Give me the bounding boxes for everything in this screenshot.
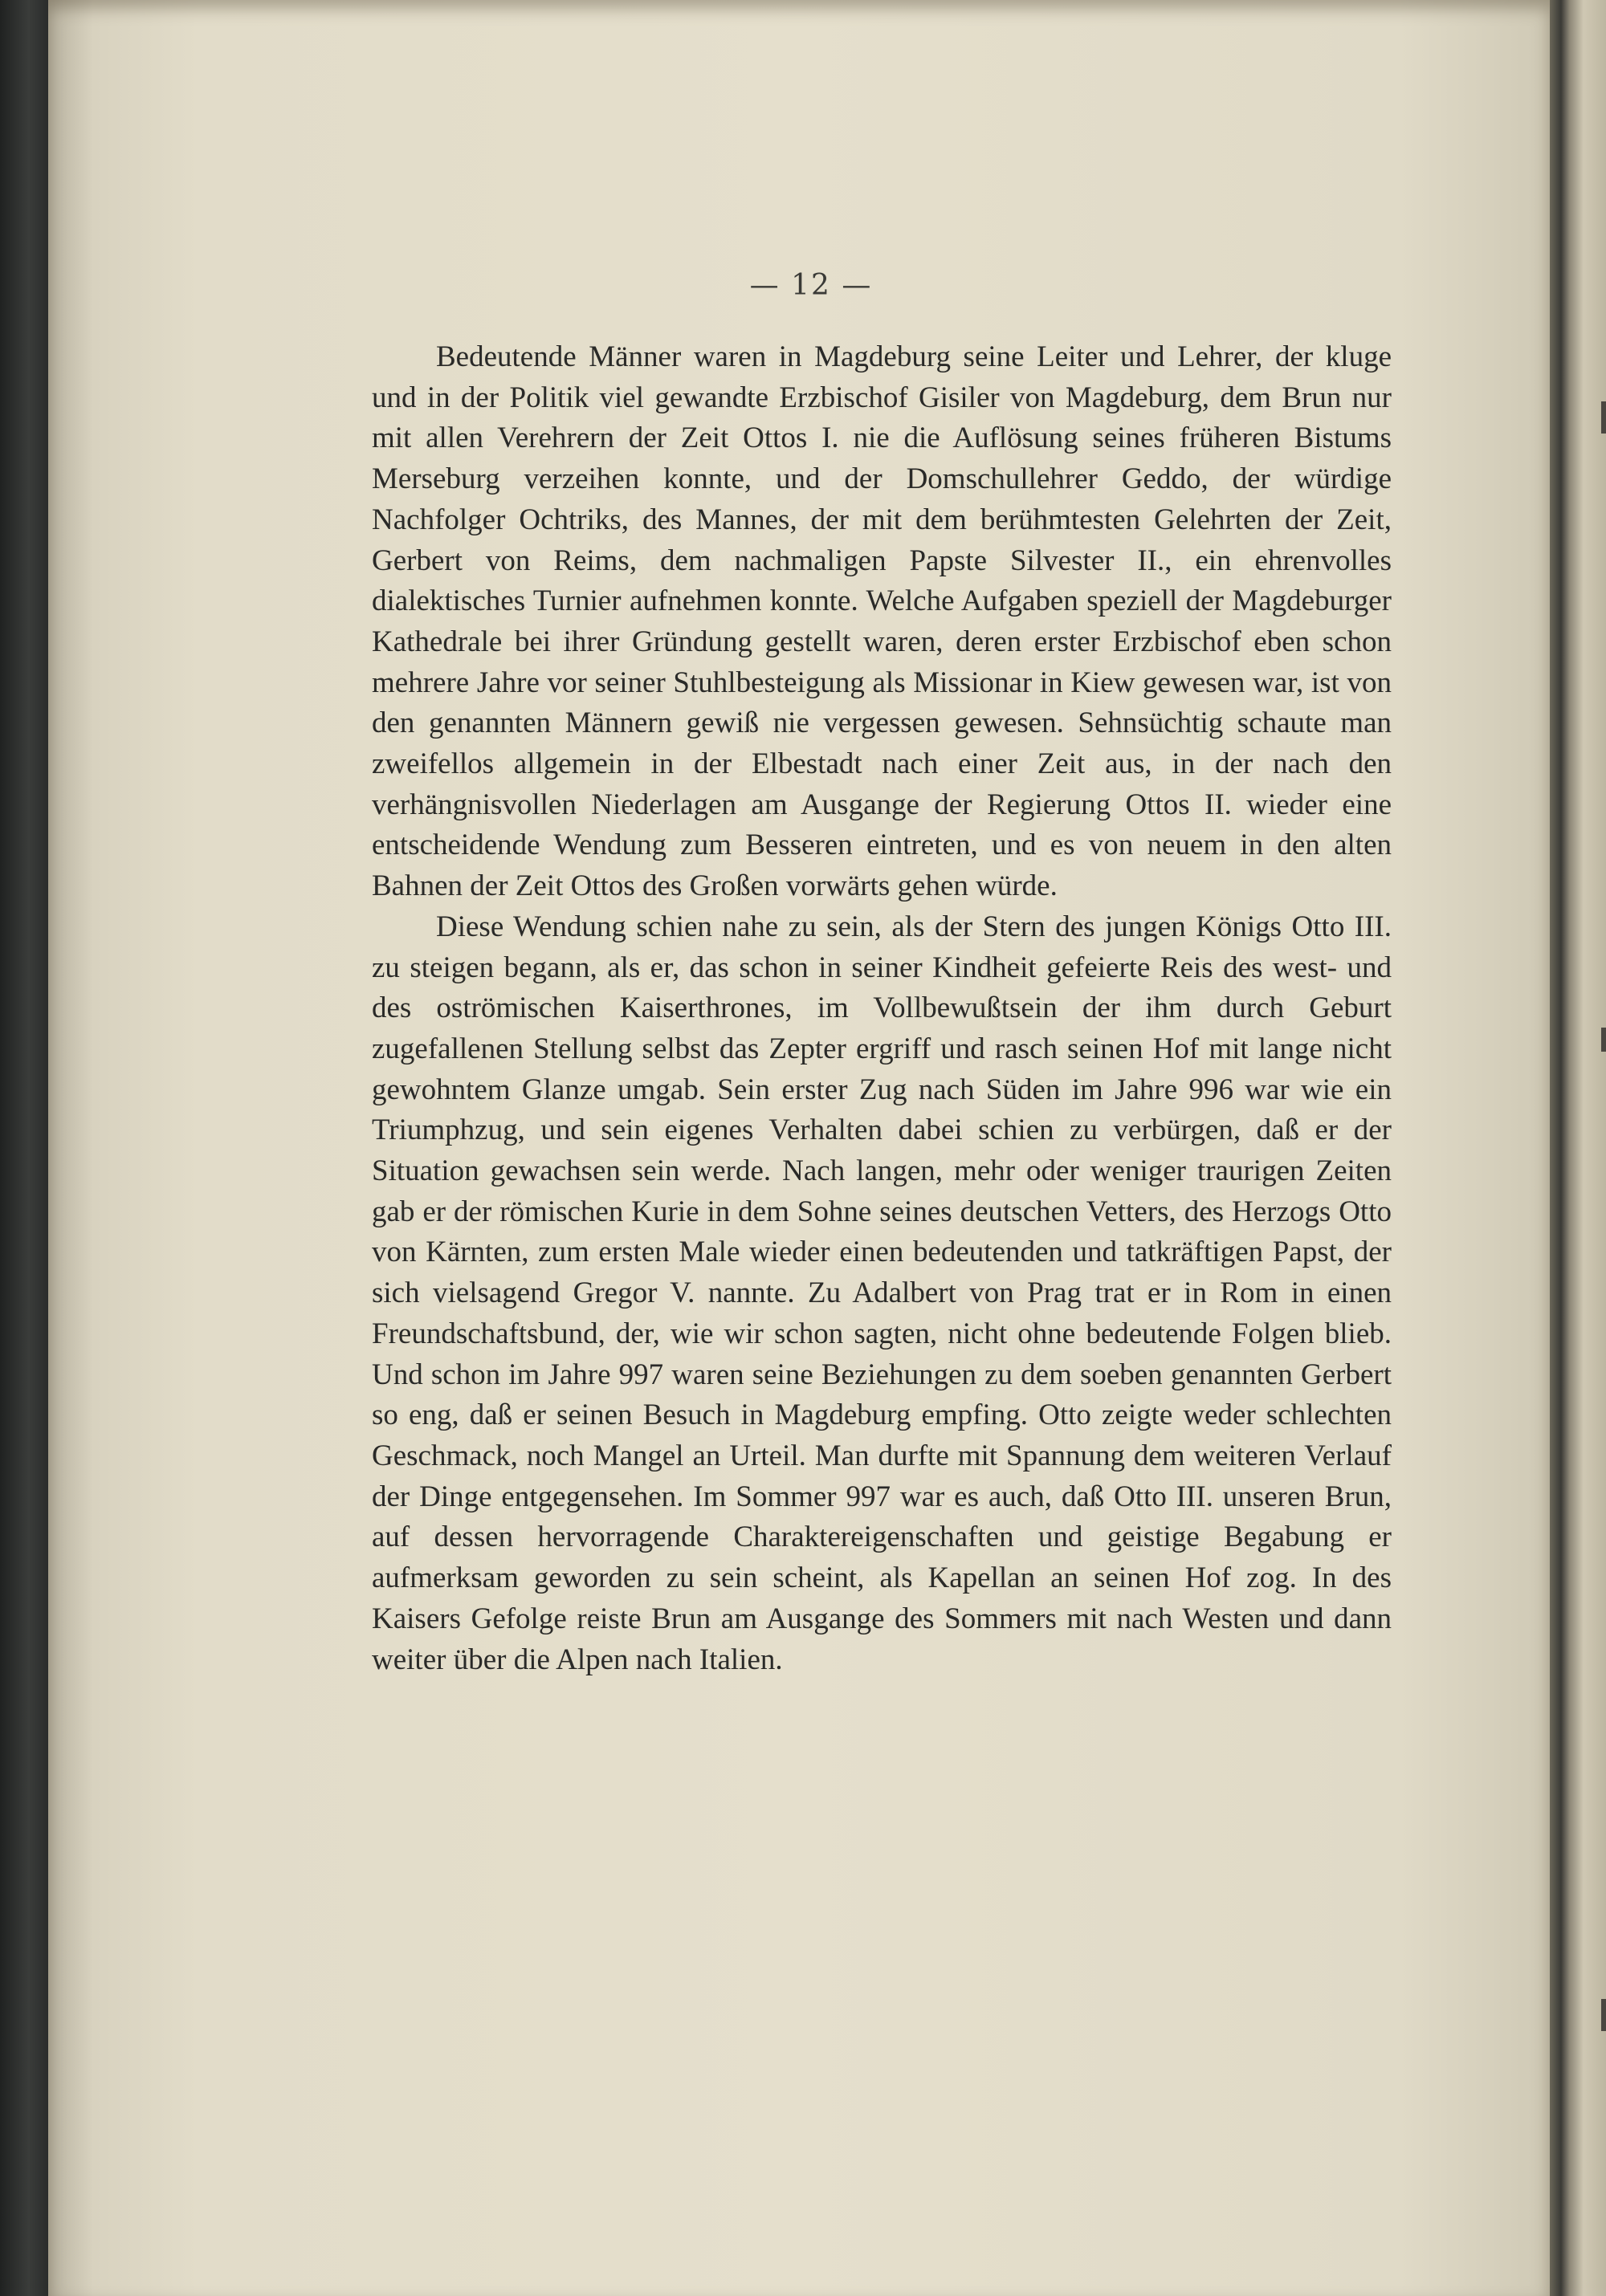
- paragraph-1: Bedeutende Männer waren in Magdeburg seine Leiter und Lehrer, der kluge und in der Politik viel gewandte Erzbischof Gisiler von Magdeburg, dem Brun nur mit allen Verehrern der Zeit Ottos I. nie die Auflösung seines früheren Bistums Merseburg verzeihen konnte, und der Domschullehrer Geddo, der würdige Nachfolger Ochtriks, des Mannes, der mit dem berühmtesten Gelehrten der Zeit, Gerbert von Reims, dem nachmaligen Papste Silvester II., ein ehrenvolles dialektisches Turnier aufnehmen konnte. Welche Aufgaben speziell der Magdeburger Kathedrale bei ihrer Gründung gestellt waren, deren erster Erzbischof eben schon mehrere Jahre vor seiner Stuhlbesteigung als Missionar in Kiew gewesen war, ist von den genannten Männern gewiß nie vergessen gewesen. Sehnsüchtig schaute man zweifellos allgemein in der Elbestadt nach einer Zeit aus, in der nach den verhängnisvollen Niederlagen am Ausgange der Regierung Ottos II. wieder eine entscheidende Wendung zum Besseren eintreten, und es von neuem in den alten Bahnen der Zeit Ottos des Großen vorwärts gehen würde.: [372, 340, 1392, 903]
- edge-mark: [1601, 401, 1606, 434]
- edge-mark: [1601, 1028, 1606, 1052]
- book-cover-edge: [0, 0, 48, 2296]
- book-page: [48, 0, 1550, 2296]
- page-number: — 12 —: [749, 269, 873, 302]
- body-text: [372, 337, 1392, 1680]
- page-gutter: [1550, 0, 1606, 2296]
- edge-mark: [1601, 1999, 1606, 2031]
- paragraph-2: Diese Wendung schien nahe zu sein, als der Stern des jungen Königs Otto III. zu steigen begann, als er, das schon in seiner Kindheit gefeierte Reis des west- und des oströmischen Kaiserthrones, im Vollbewußtsein der ihm durch Geburt zugefallenen Stellung selbst das Zepter ergriff und rasch seinen Hof mit lange nicht gewohntem Glanze umgab. Sein erster Zug nach Süden im Jahre 996 war wie ein Triumphzug, und sein eigenes Verhalten dabei schien zu verbürgen, daß er der Situation gewachsen sein werde. Nach langen, mehr oder weniger traurigen Zeiten gab er der römischen Kurie in dem Sohne seines deutschen Vetters, des Herzogs Otto von Kärnten, zum ersten Male wieder einen bedeutenden und tatkräftigen Papst, der sich vielsagend Gregor V. nannte. Zu Adalbert von Prag trat er in Rom in einen Freundschaftsbund, der, wie wir schon sagten, nicht ohne bedeutende Folgen blieb. Und schon im Jahre 997 waren seine Beziehungen zu dem soeben genannten Gerbert so eng, daß er seinen Besuch in Magdeburg empfing. Otto zeigte weder schlechten Geschmack, noch Mangel an Urteil. Man durfte mit Spannung dem weiteren Verlauf der Dinge entgegensehen. Im Sommer 997 war es auch, daß Otto III. unseren Brun, auf dessen hervorragende Charaktereigenschaften und geistige Begabung er aufmerksam geworden zu sein scheint, als Kapellan an seinen Hof zog. In des Kaisers Gefolge reiste Brun am Ausgange des Sommers mit nach Westen und dann weiter über die Alpen nach Italien.: [372, 910, 1392, 1676]
